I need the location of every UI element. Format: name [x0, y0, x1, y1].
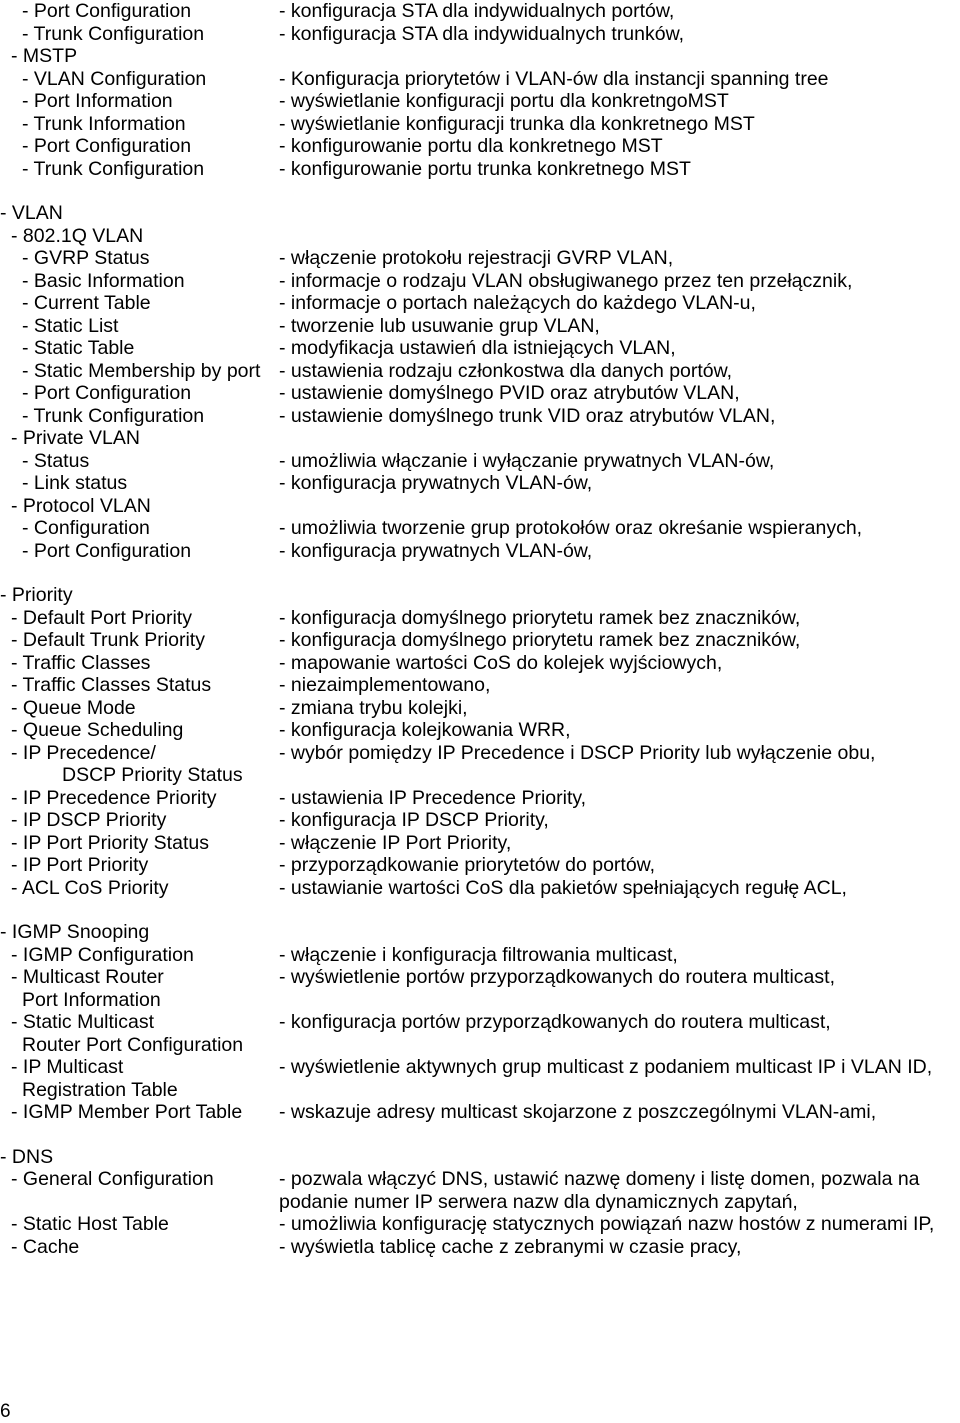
list-item: [0, 0, 960, 23]
menu-entry-label: - Default Trunk Priority: [11, 629, 205, 651]
menu-entry-label: Registration Table: [22, 1078, 178, 1101]
menu-entry-description: - umożliwia tworzenie grup protokołów oraz okreśanie wspieranych,: [279, 517, 863, 539]
list-item: [0, 607, 960, 630]
menu-entry-description: - ustawienia IP Precedence Priority,: [279, 786, 587, 809]
list-item: [0, 854, 960, 877]
menu-entry-label: - Static Multicast: [11, 1011, 155, 1033]
section: [0, 202, 960, 562]
menu-entry-description: - konfiguracja portów przyporządkowanych do routera multicast,: [279, 1011, 831, 1033]
menu-entry-description: - konfiguracja domyślnego priorytetu ramek bez znaczników,: [279, 629, 801, 651]
section-gap: [0, 180, 960, 202]
menu-entry-label: - IGMP Snooping: [0, 921, 150, 943]
menu-entry-label: - Trunk Configuration: [22, 404, 205, 427]
menu-entry-description: - ustawienia rodzaju członkostwa dla danych portów,: [279, 359, 733, 382]
menu-entry-label: - Trunk Information: [22, 112, 186, 135]
list-item: [0, 540, 960, 563]
menu-entry-label: - Link status: [22, 472, 128, 494]
menu-entry-label: - Port Information: [22, 90, 173, 112]
menu-entry-description: - konfiguracja kolejkowania WRR,: [279, 719, 571, 741]
list-item: [0, 1079, 960, 1102]
list-item: [0, 360, 960, 383]
list-item: [0, 1236, 960, 1259]
menu-entry-label: - MSTP: [11, 45, 78, 67]
list-item: [0, 135, 960, 158]
menu-entry-label: - IP Precedence/: [11, 741, 156, 764]
menu-entry-label: - Static Table: [22, 337, 135, 359]
section-gap: [0, 899, 960, 921]
menu-entry-description: - konfiguracja domyślnego priorytetu ramek bez znaczników,: [279, 606, 801, 629]
list-item: [0, 382, 960, 405]
menu-entry-label: Router Port Configuration: [22, 1033, 244, 1056]
list-item: [0, 584, 960, 607]
list-item: [0, 787, 960, 810]
list-item: [0, 90, 960, 113]
list-item: [0, 1168, 960, 1191]
menu-entry-description: - włączenie IP Port Priority,: [279, 831, 512, 854]
menu-entry-description: - ustawianie wartości CoS dla pakietów spełniających regułę ACL,: [279, 876, 847, 899]
menu-entry-description: - Konfiguracja priorytetów i VLAN-ów dla instancji spanning tree: [279, 67, 829, 90]
list-item: [0, 202, 960, 225]
menu-entry-label: - VLAN: [0, 202, 63, 224]
list-item: [0, 225, 960, 248]
list-item: [0, 517, 960, 540]
list-item: [0, 719, 960, 742]
list-item: [0, 966, 960, 989]
list-item: [0, 921, 960, 944]
menu-entry-label: - Trunk Configuration: [22, 157, 205, 180]
list-item: [0, 292, 960, 315]
menu-entry-description: - wyświetlenie aktywnych grup multicast z podaniem multicast IP i VLAN ID,: [279, 1056, 933, 1078]
menu-entry-description: - wyświetlanie konfiguracji portu dla konkretngoMST: [279, 90, 729, 112]
menu-entry-label: - IP DSCP Priority: [11, 809, 167, 831]
menu-entry-description: - informacje o portach należących do każdego VLAN-u,: [279, 292, 756, 314]
list-item: [0, 877, 960, 900]
menu-entry-label: - Default Port Priority: [11, 606, 192, 629]
menu-entry-label: - Cache: [11, 1235, 80, 1258]
menu-entry-label: - General Configuration: [11, 1168, 214, 1190]
menu-entry-label: - Configuration: [22, 517, 150, 539]
menu-entry-label: - Trunk Configuration: [22, 22, 205, 45]
menu-entry-description: - modyfikacja ustawień dla istniejących VLAN,: [279, 337, 676, 359]
menu-entry-label: - Static List: [22, 314, 119, 337]
menu-entry-description: - wskazuje adresy multicast skojarzone z poszczególnymi VLAN-ami,: [279, 1101, 877, 1123]
list-item: [0, 472, 960, 495]
menu-entry-label: - Status: [22, 449, 90, 472]
menu-entry-description: - wyświetlanie konfiguracji trunka dla konkretnego MST: [279, 112, 755, 135]
menu-entry-label: - VLAN Configuration: [22, 67, 207, 90]
menu-entry-description: - wyświetla tablicę cache z zebranymi w czasie pracy,: [279, 1235, 742, 1258]
list-item: [0, 1034, 960, 1057]
menu-entry-description: - konfigurowanie portu dla konkretnego MST: [279, 135, 663, 157]
menu-entry-label: - Traffic Classes: [11, 651, 151, 674]
menu-entry-label: - IP Precedence Priority: [11, 786, 217, 809]
list-item: [0, 1011, 960, 1034]
section: [0, 0, 960, 180]
menu-entry-description: - konfiguracja IP DSCP Priority,: [279, 809, 549, 831]
list-item: [0, 629, 960, 652]
menu-entry-label: - Private VLAN: [11, 427, 140, 449]
list-item: [0, 427, 960, 450]
menu-entry-label: - IGMP Member Port Table: [11, 1101, 243, 1123]
menu-entry-label: - Protocol VLAN: [11, 494, 151, 517]
menu-entry-label: - GVRP Status: [22, 247, 150, 269]
menu-entry-label: - Port Configuration: [22, 135, 192, 157]
menu-entry-label: - 802.1Q VLAN: [11, 224, 144, 247]
menu-entry-label: - Traffic Classes Status: [11, 674, 212, 696]
menu-entry-description: - informacje o rodzaju VLAN obsługiwanego przez ten przełącznik,: [279, 269, 853, 292]
list-item: [0, 809, 960, 832]
menu-entry-description: - włączenie protokołu rejestracji GVRP VLAN,: [279, 247, 674, 269]
list-item: [0, 944, 960, 967]
menu-entry-label: - DNS: [0, 1145, 54, 1168]
menu-entry-description: - konfiguracja prywatnych VLAN-ów,: [279, 472, 593, 494]
menu-entry-label: - Queue Mode: [11, 696, 136, 719]
section-gap: [0, 1124, 960, 1146]
list-item: [0, 68, 960, 91]
menu-entry-label: - IP Multicast: [11, 1056, 124, 1078]
menu-entry-description: - zmiana trybu kolejki,: [279, 696, 468, 719]
menu-entry-label: - Current Table: [22, 292, 151, 314]
list-item: [0, 652, 960, 675]
menu-entry-label: - Multicast Router: [11, 966, 164, 988]
list-item: [0, 1191, 960, 1214]
menu-entry-description: podanie numer IP serwera nazw dla dynamicznych zapytań,: [279, 1190, 798, 1213]
menu-entry-description: - konfiguracja STA dla indywidualnych portów,: [279, 0, 675, 22]
menu-entry-label: - Static Host Table: [11, 1213, 169, 1235]
menu-entry-description: - przyporządkowanie priorytetów do portów,: [279, 854, 656, 876]
menu-entry-description: - konfiguracja STA dla indywidualnych trunków,: [279, 22, 685, 45]
menu-entry-description: - wybór pomiędzy IP Precedence i DSCP Priority lub wyłączenie obu,: [279, 741, 876, 764]
list-item: [0, 45, 960, 68]
menu-entry-label: - ACL CoS Priority: [11, 876, 169, 899]
menu-entry-label: - Queue Scheduling: [11, 719, 184, 741]
menu-entry-description: - niezaimplementowano,: [279, 674, 491, 696]
menu-entry-label: - Port Configuration: [22, 539, 192, 562]
list-item: [0, 674, 960, 697]
menu-entry-description: - pozwala włączyć DNS, ustawić nazwę domeny i listę domen, pozwala na: [279, 1168, 920, 1190]
menu-entry-description: - włączenie i konfiguracja filtrowania multicast,: [279, 943, 678, 966]
menu-entry-label: - Priority: [0, 584, 73, 606]
section: [0, 921, 960, 1124]
menu-entry-label: - Port Configuration: [22, 382, 192, 404]
list-item: [0, 450, 960, 473]
menu-entry-label: - IP Port Priority: [11, 854, 149, 876]
menu-entry-label: - Static Membership by port: [22, 359, 261, 382]
menu-entry-description: - tworzenie lub usuwanie grup VLAN,: [279, 314, 600, 337]
list-item: [0, 742, 960, 765]
menu-entry-description: - ustawienie domyślnego trunk VID oraz atrybutów VLAN,: [279, 404, 776, 427]
list-item: [0, 989, 960, 1012]
list-item: [0, 113, 960, 136]
list-item: [0, 1056, 960, 1079]
list-item: [0, 405, 960, 428]
menu-entry-description: - mapowanie wartości CoS do kolejek wyjściowych,: [279, 651, 723, 674]
list-item: [0, 270, 960, 293]
list-item: [0, 337, 960, 360]
menu-entry-description: - ustawienie domyślnego PVID oraz atrybutów VLAN,: [279, 382, 740, 404]
menu-entry-description: - konfigurowanie portu trunka konkretnego MST: [279, 157, 691, 180]
menu-entry-label: Port Information: [22, 988, 161, 1011]
section-gap: [0, 562, 960, 584]
list-item: [0, 495, 960, 518]
list-item: [0, 697, 960, 720]
section: [0, 584, 960, 899]
list-item: [0, 1146, 960, 1169]
list-item: [0, 247, 960, 270]
menu-entry-description: - wyświetlenie portów przyporządkowanych do routera multicast,: [279, 966, 835, 988]
menu-entry-description: - umożliwia konfigurację statycznych powiązań nazw hostów z numerami IP,: [279, 1213, 935, 1235]
section: [0, 1146, 960, 1259]
menu-entry-description: - umożliwia włączanie i wyłączanie prywatnych VLAN-ów,: [279, 449, 775, 472]
menu-entry-label: - Port Configuration: [22, 0, 192, 22]
menu-entry-description: - konfiguracja prywatnych VLAN-ów,: [279, 539, 593, 562]
list-item: [0, 315, 960, 338]
list-item: [0, 764, 960, 787]
menu-entry-label: - IP Port Priority Status: [11, 831, 209, 854]
list-item: [0, 1213, 960, 1236]
list-item: [0, 23, 960, 46]
menu-entry-label: - Basic Information: [22, 269, 185, 292]
list-item: [0, 158, 960, 181]
menu-entry-label: DSCP Priority Status: [62, 764, 243, 786]
page-number: 6: [0, 1401, 11, 1422]
list-item: [0, 1101, 960, 1124]
list-item: [0, 832, 960, 855]
menu-entry-label: - IGMP Configuration: [11, 943, 194, 966]
